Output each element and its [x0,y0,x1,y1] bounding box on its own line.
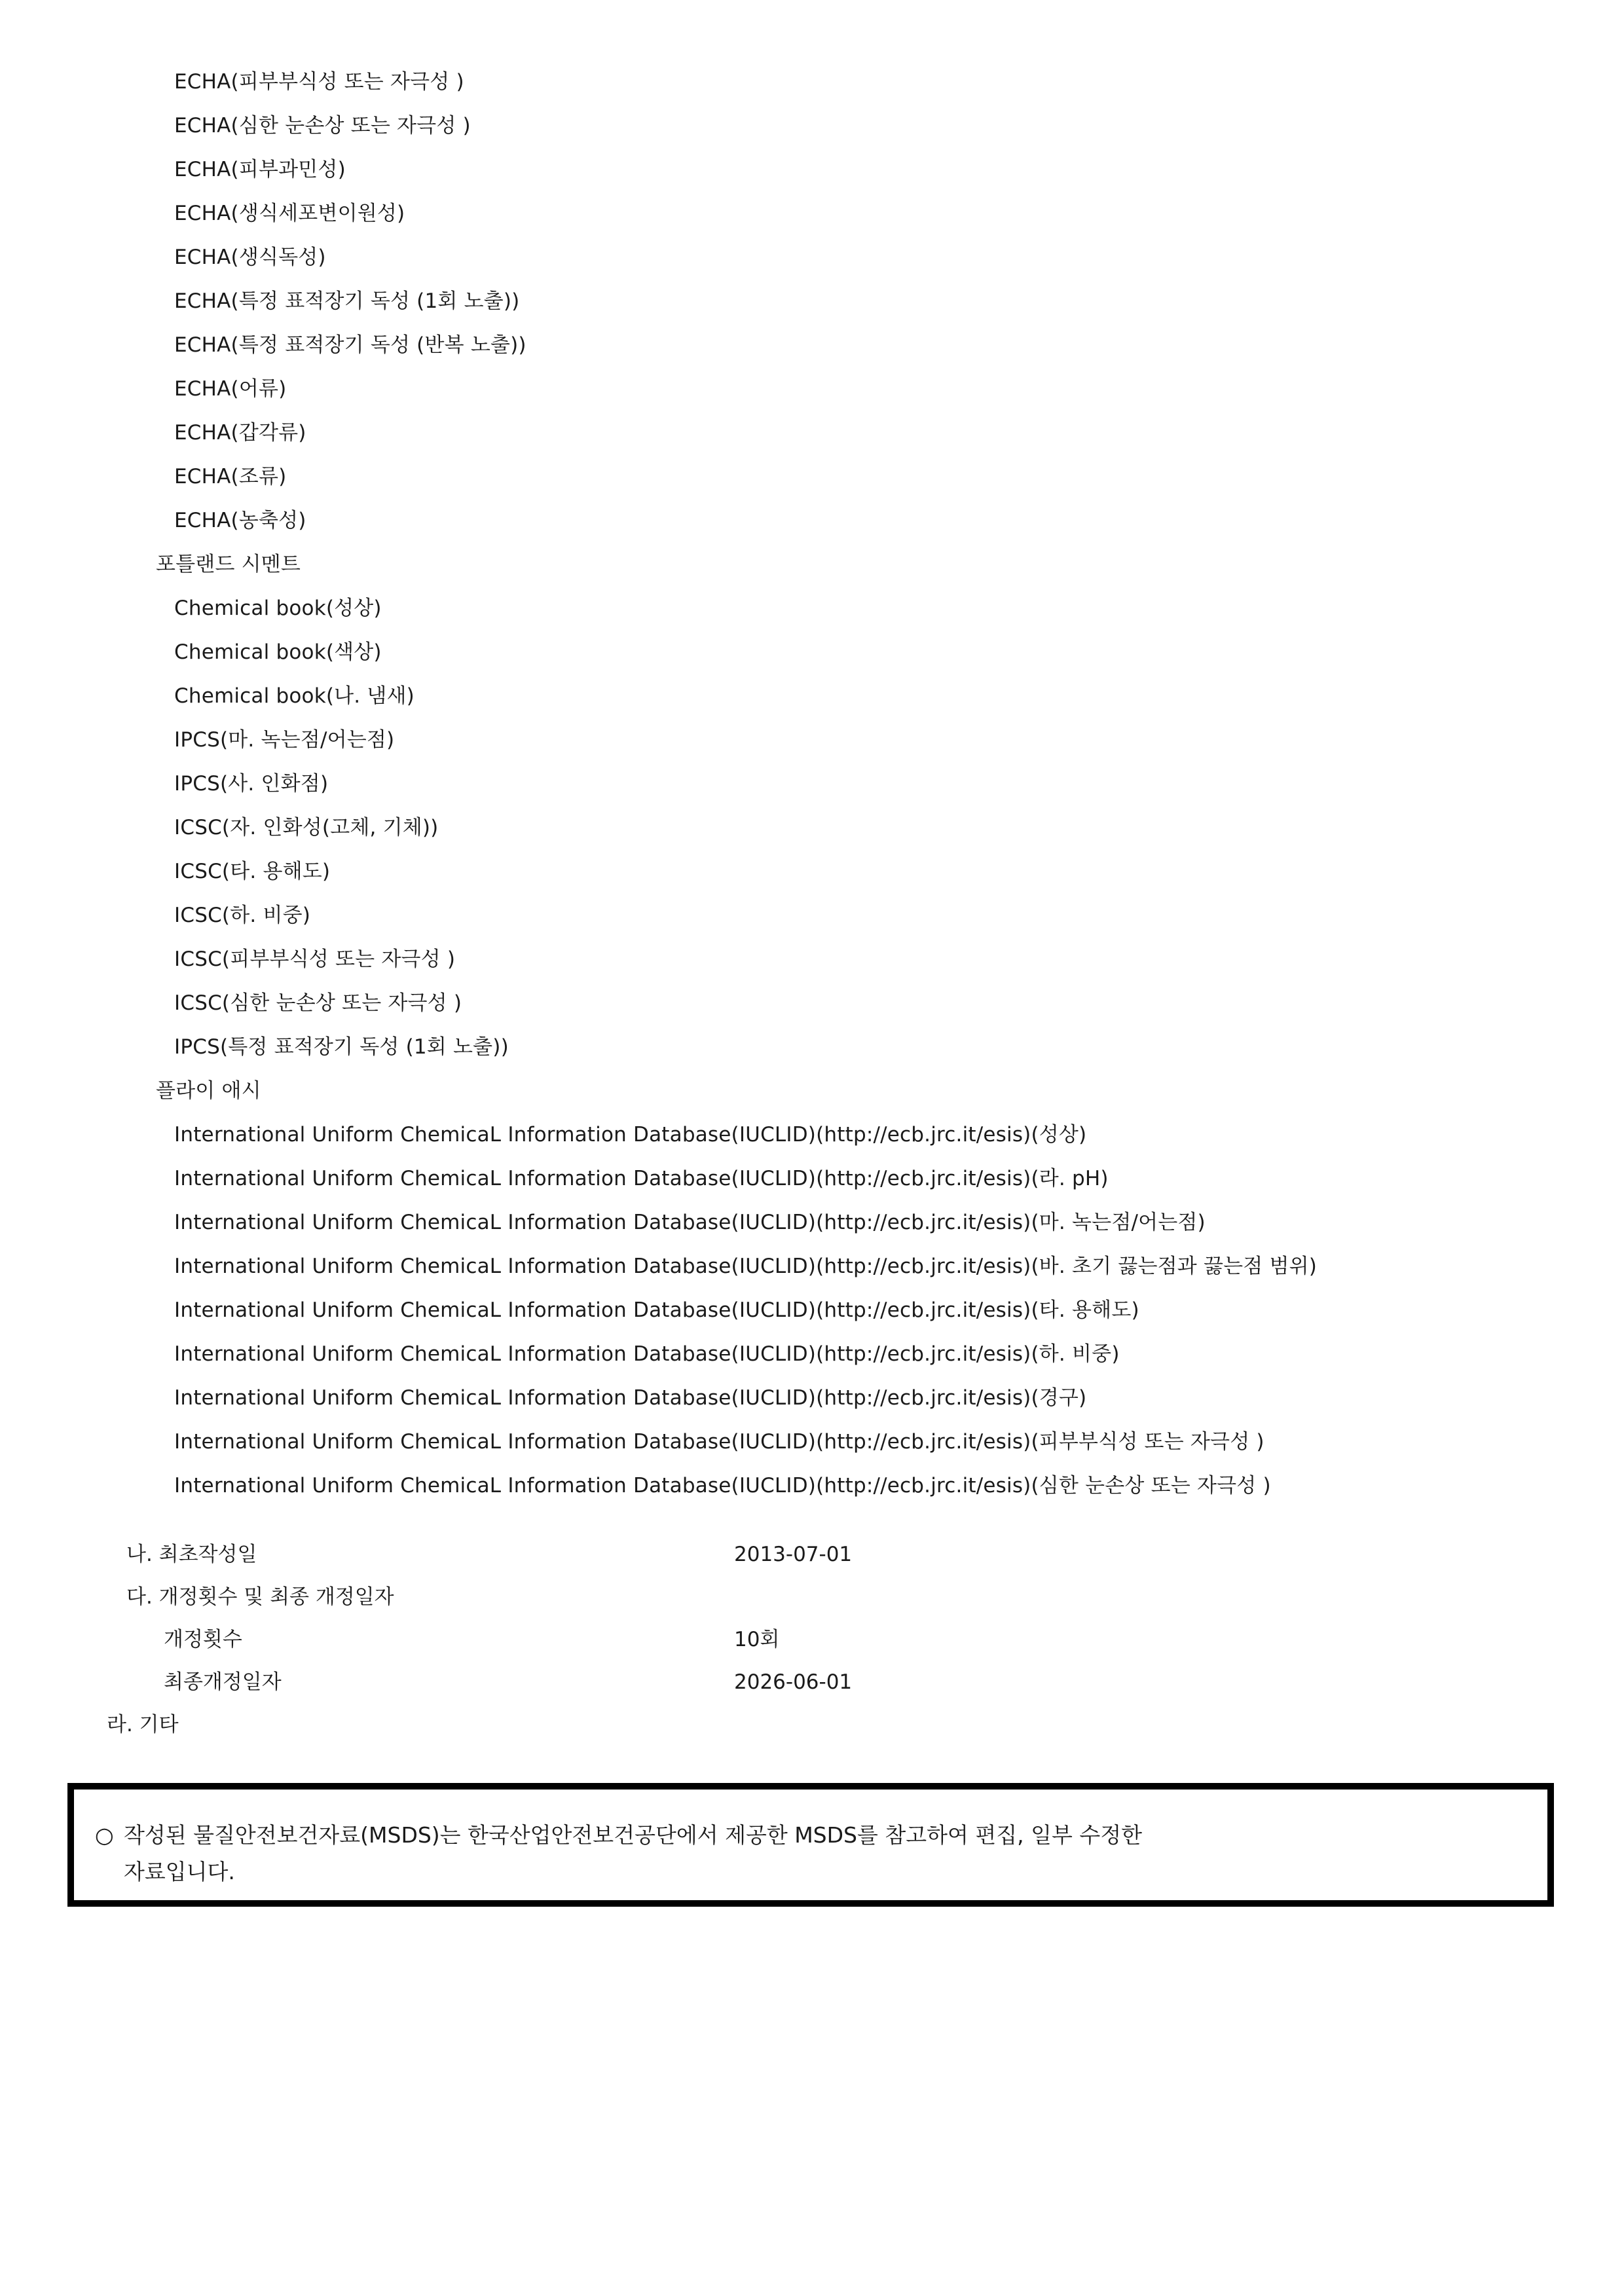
notice-line-1: 작성된 물질안전보건자료(MSDS)는 한국산업안전보건공단에서 제공한 MSDS를 참고하여 편집, 일부 수정한 [124,1822,1142,1848]
revision-heading-row [0,1576,1624,1619]
source-item: International Uniform ChemicaL Information Database(IUCLID)(http://ecb.jrc.it/esis)(라. pH) [174,1167,1109,1190]
source-item: ECHA(피부과민성) [174,158,346,181]
first-written-date: 2013-07-01 [734,1543,853,1566]
source-item: ECHA(피부부식성 또는 자극성 ) [174,70,464,94]
source-item: IPCS(특정 표적장기 독성 (1회 노출)) [174,1035,509,1059]
substance-heading: 플라이 애시 [156,1079,261,1103]
revision-heading: 다. 개정횟수 및 최종 개정일자 [126,1585,394,1609]
source-item: ECHA(농축성) [174,509,306,532]
source-item: Chemical book(색상) [174,640,382,664]
source-item: ECHA(생식세포변이원성) [174,202,405,225]
source-item: ICSC(하. 비중) [174,904,311,927]
source-notice-text [95,1817,1503,1890]
source-item: IPCS(사. 인화점) [174,772,329,796]
source-item: ICSC(자. 인화성(고체, 기체)) [174,816,439,839]
source-item: International Uniform ChemicaL Information Database(IUCLID)(http://ecb.jrc.it/esis)(피부부식성 또는 자극성 ) [174,1430,1264,1454]
source-item: ECHA(갑각류) [174,421,306,445]
source-item: ICSC(심한 눈손상 또는 자극성 ) [174,991,462,1015]
source-item: International Uniform ChemicaL Information Database(IUCLID)(http://ecb.jrc.it/esis)(경구) [174,1386,1087,1410]
revision-count-label: 개정횟수 [164,1628,242,1651]
notice-line-2: 자료입니다. [124,1859,235,1884]
last-revision-date: 2026-06-01 [734,1670,853,1694]
source-item: IPCS(마. 녹는점/어는점) [174,728,395,752]
circle-bullet-icon: ○ [95,1822,114,1848]
source-item: International Uniform ChemicaL Information Database(IUCLID)(http://ecb.jrc.it/esis)(심한 눈손상 또는 자극성 ) [174,1474,1271,1497]
other-label: 라. 기타 [107,1713,179,1736]
source-item: Chemical book(나. 냄새) [174,684,415,708]
source-item: ECHA(생식독성) [174,246,326,269]
source-notice-box [67,1783,1554,1907]
source-item: International Uniform ChemicaL Information Database(IUCLID)(http://ecb.jrc.it/esis)(하. 비중) [174,1342,1120,1366]
source-item: ECHA(특정 표적장기 독성 (1회 노출)) [174,289,520,313]
last-revision-label: 최종개정일자 [164,1670,282,1694]
source-item: ECHA(특정 표적장기 독성 (반복 노출)) [174,333,526,357]
substance-heading: 포틀랜드 시멘트 [156,553,301,576]
first-written-row [0,1533,1624,1576]
source-item: ECHA(조류) [174,465,287,488]
source-item: International Uniform ChemicaL Information Database(IUCLID)(http://ecb.jrc.it/esis)(타. 용해도) [174,1298,1139,1322]
other-row [0,1704,1624,1746]
last-revision-row [0,1661,1624,1704]
source-item: ICSC(피부부식성 또는 자극성 ) [174,947,456,971]
source-item: ECHA(심한 눈손상 또는 자극성 ) [174,114,471,138]
document-history [0,1533,1624,1746]
reference-source-list [0,60,1624,1508]
source-item: ICSC(타. 용해도) [174,860,331,883]
source-item: International Uniform ChemicaL Information Database(IUCLID)(http://ecb.jrc.it/esis)(성상) [174,1123,1087,1147]
revision-count-row [0,1619,1624,1661]
source-item: International Uniform ChemicaL Information Database(IUCLID)(http://ecb.jrc.it/esis)(바. 초기 끓는점과 끓는점 범위) [174,1255,1318,1278]
source-item: Chemical book(성상) [174,597,382,620]
source-item: International Uniform ChemicaL Information Database(IUCLID)(http://ecb.jrc.it/esis)(마. 녹는점/어는점) [174,1211,1206,1234]
revision-count-value: 10회 [734,1628,780,1651]
source-item: ECHA(어류) [174,377,287,401]
first-written-label: 나. 최초작성일 [126,1543,257,1566]
